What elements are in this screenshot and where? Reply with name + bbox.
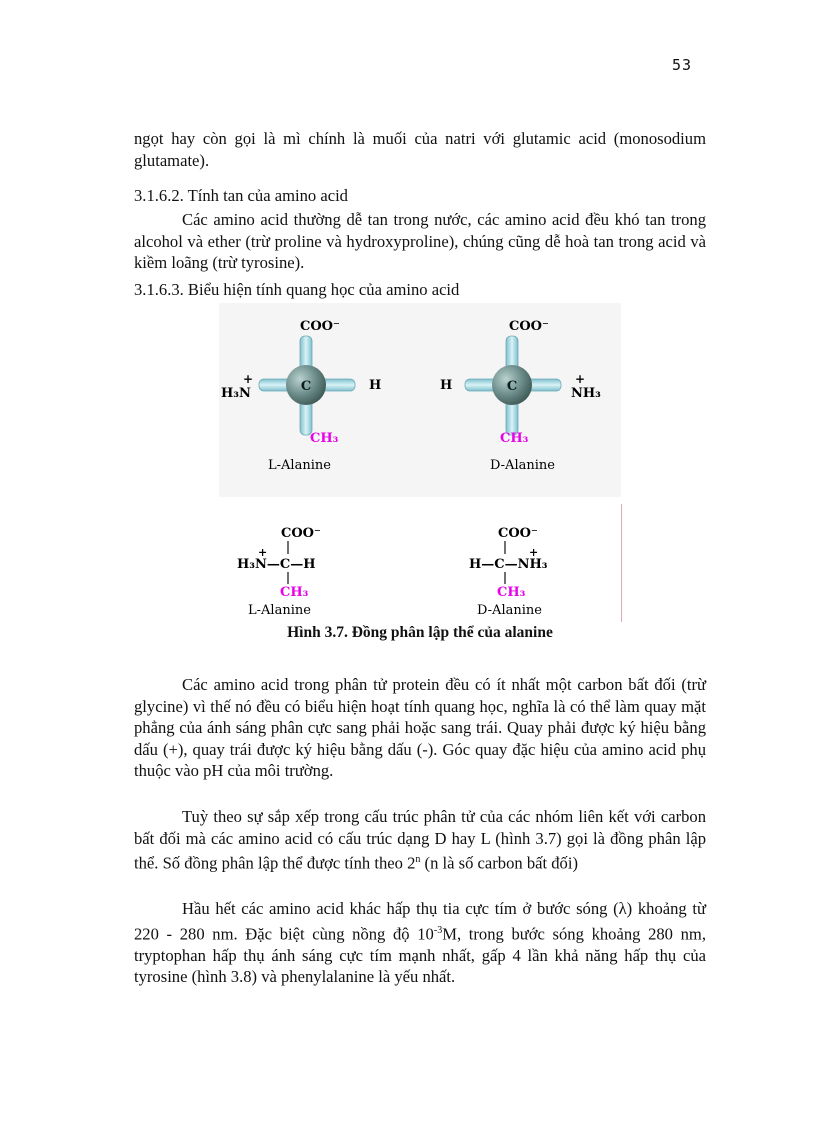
formula-row: H—C—NH₃ [469, 557, 548, 572]
d-alanine-formula [469, 526, 548, 618]
section-heading-optical: 3.1.6.3. Biểu hiện tính quang học của amino acid [134, 280, 460, 299]
exponent-concentration: -3 [433, 924, 443, 936]
amino-label: H₃N [221, 386, 251, 401]
figure-3d-models [219, 303, 621, 497]
carboxylate-label: COO⁻ [498, 526, 538, 541]
paragraph-uv-absorption [134, 898, 706, 988]
d-alanine-name: D-Alanine [490, 458, 555, 473]
figure-caption: Hình 3.7. Đồng phân lập thể của alanine [287, 624, 553, 641]
carboxylate-label: COO⁻ [509, 319, 549, 334]
methyl-label: CH₃ [497, 585, 526, 600]
charge-label: + [258, 546, 268, 559]
hydrogen-label: H [440, 378, 453, 393]
d-alanine-name: D-Alanine [477, 603, 542, 618]
paragraph-solubility: Các amino acid thường dễ tan trong nước, các amino acid đều khó tan trong alcohol và ether (trừ proline và hydroxyproline), chúng cũng dễ hoà tan trong acid và kiềm loãng (trừ tyrosine). [134, 210, 706, 272]
d-alanine-model [440, 319, 601, 473]
charge-label: + [529, 546, 539, 559]
l-alanine-model [221, 319, 381, 473]
carbon-label: C [300, 379, 312, 394]
l-alanine-formula [237, 526, 321, 618]
page-number: 53 [672, 56, 693, 74]
carboxylate-label: COO⁻ [300, 319, 340, 334]
charge-label: + [243, 372, 254, 386]
hydrogen-label: H [369, 378, 382, 393]
methyl-label: CH₃ [500, 431, 529, 446]
methyl-label: CH₃ [280, 585, 309, 600]
stereo-text: Tuỳ theo sự sắp xếp trong cấu trúc phân tử của các nhóm liên kết với carbon bất đối mà các amino acid có cấu trúc dạng D hay L (hình 3.7) gọi là đồng phân lập thể. Số đồng phân lập thể được tính theo 2 [134, 807, 706, 873]
methyl-label: CH₃ [310, 431, 339, 446]
paragraph-intro: ngọt hay còn gọi là mì chính là muối của natri với glutamic acid (monosodium glutamate). [134, 129, 706, 170]
carbon-label: C [506, 379, 518, 394]
l-alanine-name: L-Alanine [248, 603, 311, 618]
uv-text-end: M, trong bước sóng khoảng 280 nm, tryptophan hấp thụ ánh sáng cực tím mạnh nhất, gấp 4 lần khả năng hấp thụ của tyrosine (hình 3.8) và phenylalanine là yếu nhất. [134, 924, 706, 987]
l-alanine-name: L-Alanine [268, 458, 331, 473]
carboxylate-label: COO⁻ [281, 526, 321, 541]
stereo-text-end: (n là số carbon bất đối) [420, 853, 578, 873]
figure-structural-formulas [219, 504, 622, 622]
exponent-n: n [415, 854, 421, 865]
formula-row: H₃N—C—H [237, 557, 316, 572]
charge-label: + [575, 372, 586, 386]
paragraph-stereoisomers [134, 806, 706, 874]
uv-text: Hầu hết các amino acid khác hấp thụ tia cực tím ở bước sóng (λ) khoảng từ 220 - 280 nm. Đặc biệt cùng nồng độ 10 [134, 899, 706, 944]
amino-label: NH₃ [571, 386, 601, 401]
section-heading-solubility: 3.1.6.2. Tính tan của amino acid [134, 186, 348, 205]
paragraph-optical-activity: Các amino acid trong phân tử protein đều có ít nhất một carbon bất đối (trừ glycine) vì thế nó đều có biểu hiện hoạt tính quang học, nghĩa là có thể làm quay mặt phẳng của ánh sáng phân cực sang phải hoặc sang trái. Quay phải được ký hiệu bằng dấu (+), quay trái được ký hiệu bằng dấu (-). Góc quay đặc hiệu của amino acid phụ thuộc vào pH của môi trường. [134, 675, 706, 780]
